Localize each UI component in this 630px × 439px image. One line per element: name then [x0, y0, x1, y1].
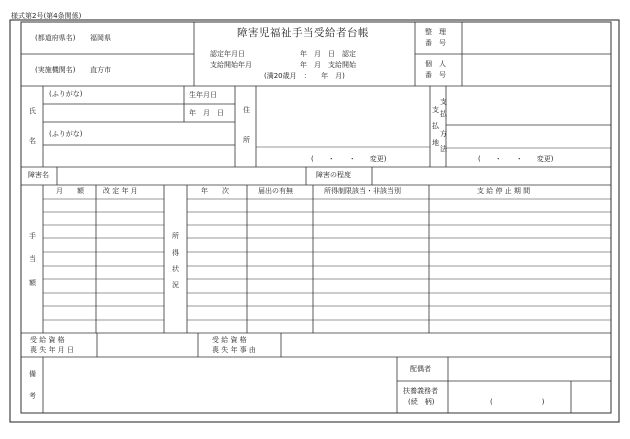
payment-change: ( ・ ・ 変更) [478, 155, 554, 163]
pay-start-label: 支給開始年月 [210, 61, 252, 69]
page-title: 障害児福祉手当受給者台帳 [237, 27, 369, 39]
col-month-amount: 月 額 [56, 187, 84, 195]
pay-start-value: 年 月 支給開始 [300, 61, 356, 69]
obligor-paren: ( ) [490, 398, 545, 406]
form-number-label: 様式第2号(第4条関係) [11, 12, 82, 20]
teate-char-3: 額 [29, 279, 36, 287]
col-suspension: 支 給 停 止 期 間 [477, 187, 531, 195]
kojin-label: 個 人 [425, 60, 446, 68]
col-year: 年 次 [201, 187, 229, 195]
remarks-char-1: 備 [29, 370, 36, 378]
jusho-label-1: 住 [243, 106, 250, 114]
seiri-label: 整 理 [425, 28, 446, 36]
prefecture-label: (都道府県名) [35, 34, 76, 42]
payment-char-5: 払 [432, 122, 439, 130]
disability-name-label: 障害名 [28, 171, 49, 179]
eligibility-reason-label-2: 喪 失 年 事 由 [212, 346, 256, 354]
inner-frame [21, 22, 611, 413]
payment-char-6: 地 [432, 139, 439, 147]
teate-char-2: 当 [29, 255, 36, 263]
agency-label: (実施機関名) [35, 66, 76, 74]
jusho-label-2: 所 [243, 136, 250, 144]
obligor-label-2: (続 柄) [408, 398, 435, 406]
furigana-2: (ふりがな) [49, 130, 83, 138]
payment-char-1: 支 [440, 98, 447, 106]
payment-char-7: 法 [440, 145, 447, 153]
shotoku-char-2: 得 [172, 249, 179, 257]
col-revision: 改 定 年 月 [103, 187, 138, 195]
shotoku-char-3: 状 [172, 265, 179, 273]
address-change: ( ・ ・ 変更) [311, 155, 387, 163]
cert-date-value: 年 月 日 認定 [300, 50, 356, 58]
age20-label: (満20歳月 ： 年 月) [264, 72, 345, 80]
col-limit: 所得制限該当・非該当別 [324, 187, 401, 195]
shotoku-char-4: 況 [172, 281, 179, 289]
birth-label: 生年月日 [189, 91, 217, 99]
payment-char-3: 支 [432, 106, 439, 114]
birth-value: 年 月 日 [189, 109, 224, 117]
obligor-label-1: 扶養義務者 [403, 387, 438, 395]
outer-frame [10, 20, 619, 422]
eligibility-reason-label-1: 受 給 資 格 [212, 336, 247, 344]
eligibility-date-label-1: 受 給 資 格 [30, 336, 65, 344]
prefecture-value: 福岡県 [90, 34, 111, 42]
eligibility-date-label-2: 喪 失 年 月 日 [30, 346, 74, 354]
mei-label: 名 [29, 137, 36, 145]
teate-char-1: 手 [29, 232, 36, 240]
kojin-label-2: 番 号 [425, 71, 446, 79]
furigana-1: (ふりがな) [49, 90, 83, 98]
payment-char-4: 方 [440, 130, 447, 138]
disability-degree-label: 障害の程度 [316, 171, 351, 179]
cert-date-label: 認定年月日 [210, 50, 245, 58]
remarks-char-2: 考 [29, 392, 36, 400]
agency-value: 直方市 [90, 66, 111, 74]
payment-char-2: 払 [440, 110, 447, 118]
shotoku-char-1: 所 [172, 232, 179, 240]
shi-label: 氏 [29, 107, 36, 115]
spouse-label: 配偶者 [410, 365, 431, 373]
col-report: 届出の有無 [258, 187, 293, 195]
seiri-label-2: 番 号 [425, 39, 446, 47]
